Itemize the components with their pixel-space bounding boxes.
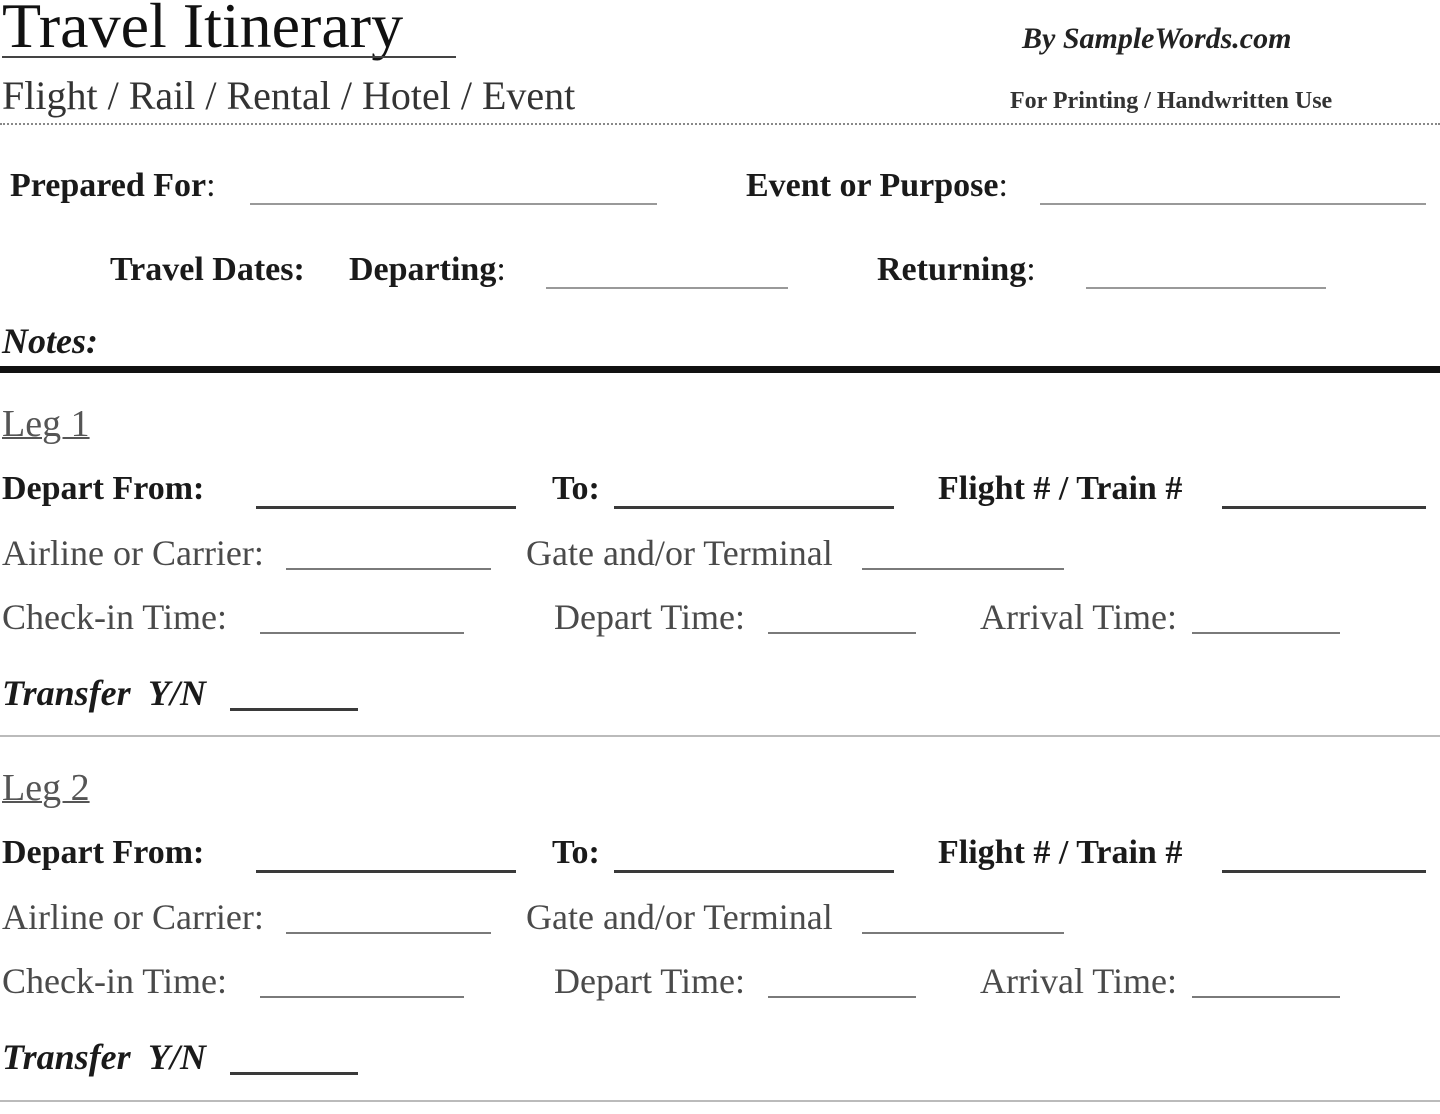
depart-time-field[interactable]: [768, 632, 916, 634]
depart-time-field[interactable]: [768, 996, 916, 998]
prepared-for-field[interactable]: [250, 203, 657, 205]
to-field[interactable]: [614, 870, 894, 873]
depart-from-label: Depart From:: [2, 470, 205, 507]
prepared-for-label: Prepared For:: [10, 167, 216, 204]
transfer-field[interactable]: [230, 708, 358, 711]
checkin-label: Check-in Time:: [2, 597, 228, 637]
gate-field[interactable]: [862, 932, 1064, 934]
arrival-time-label: Arrival Time:: [980, 961, 1178, 1001]
to-field[interactable]: [614, 506, 894, 509]
to-label: To:: [552, 834, 600, 871]
depart-from-field[interactable]: [256, 870, 516, 873]
airline-field[interactable]: [286, 568, 491, 570]
airline-label: Airline or Carrier:: [2, 897, 264, 937]
event-purpose-label: Event or Purpose:: [746, 167, 1008, 204]
flight-train-field[interactable]: [1222, 506, 1426, 509]
page-title: Travel Itinerary: [2, 0, 404, 61]
departing-label: Departing:: [349, 251, 506, 288]
departing-field[interactable]: [546, 287, 788, 289]
flight-train-field[interactable]: [1222, 870, 1426, 873]
leg-title: Leg 2: [2, 767, 90, 809]
leg-title: Leg 1: [2, 403, 90, 445]
page-subtitle: Flight / Rail / Rental / Hotel / Event: [2, 73, 576, 118]
depart-from-field[interactable]: [256, 506, 516, 509]
transfer-field[interactable]: [230, 1072, 358, 1075]
title-underline: [2, 56, 456, 58]
to-label: To:: [552, 470, 600, 507]
arrival-time-field[interactable]: [1192, 632, 1340, 634]
leg-divider: [0, 1100, 1440, 1102]
gate-label: Gate and/or Terminal: [526, 533, 833, 573]
byline: By SampleWords.com: [1022, 22, 1292, 55]
flight-train-label: Flight # / Train #: [938, 834, 1183, 871]
depart-time-label: Depart Time:: [554, 961, 746, 1001]
event-purpose-field[interactable]: [1040, 203, 1426, 205]
checkin-label: Check-in Time:: [2, 961, 228, 1001]
returning-label: Returning:: [877, 251, 1036, 288]
transfer-label: Transfer Y/N: [2, 673, 207, 713]
transfer-label: Transfer Y/N: [2, 1037, 207, 1077]
usage-note: For Printing / Handwritten Use: [1010, 88, 1333, 114]
arrival-time-field[interactable]: [1192, 996, 1340, 998]
depart-from-label: Depart From:: [2, 834, 205, 871]
travel-dates-label: Travel Dates:: [110, 251, 305, 288]
airline-label: Airline or Carrier:: [2, 533, 264, 573]
depart-time-label: Depart Time:: [554, 597, 746, 637]
leg-divider: [0, 735, 1440, 737]
gate-label: Gate and/or Terminal: [526, 897, 833, 937]
notes-label: Notes:: [2, 321, 98, 361]
checkin-field[interactable]: [260, 996, 464, 998]
section-divider-thick: [0, 366, 1440, 373]
checkin-field[interactable]: [260, 632, 464, 634]
header-divider: [0, 123, 1440, 125]
flight-train-label: Flight # / Train #: [938, 470, 1183, 507]
arrival-time-label: Arrival Time:: [980, 597, 1178, 637]
gate-field[interactable]: [862, 568, 1064, 570]
returning-field[interactable]: [1086, 287, 1326, 289]
airline-field[interactable]: [286, 932, 491, 934]
